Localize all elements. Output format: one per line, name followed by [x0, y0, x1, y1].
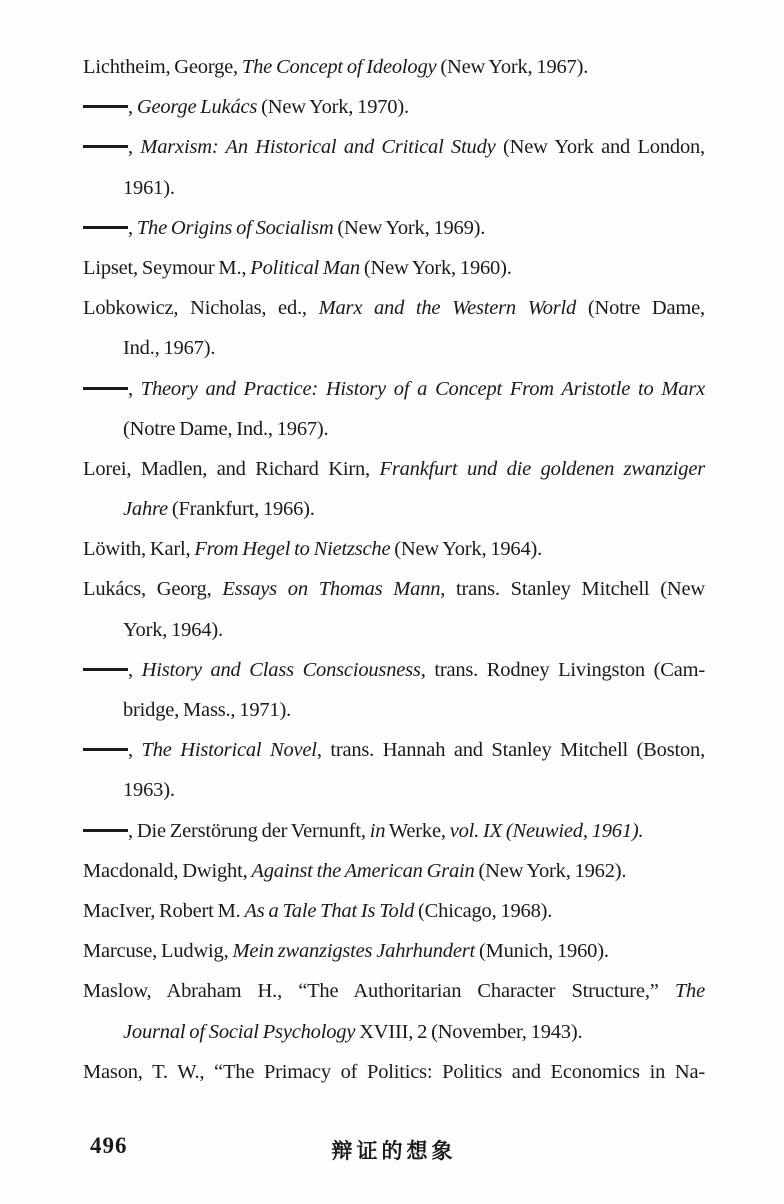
text-segment: (Notre Dame, Ind., 1967).: [123, 417, 329, 440]
text-segment: The Origins of Socialism: [136, 216, 334, 239]
bib-line: [83, 87, 705, 127]
text-segment: , Die Zerstörung der Vernunft,: [128, 819, 370, 842]
text-segment: (Chicago, 1968).: [414, 899, 553, 922]
text-segment: 1961).: [123, 176, 175, 199]
bib-line: [83, 931, 705, 971]
text-segment: (New York, 1962).: [474, 859, 627, 882]
bibliography-entry: [83, 529, 705, 569]
text-segment: Werke,: [385, 819, 450, 842]
text-segment: George Lukács: [136, 96, 258, 119]
author-repeat-dash: [83, 145, 128, 148]
bib-line: [83, 1012, 705, 1052]
text-segment: Lukács, Georg,: [83, 578, 223, 601]
bib-line: [83, 248, 705, 288]
bibliography-entry: [83, 891, 705, 931]
bib-line: [83, 1052, 705, 1092]
bib-line: [83, 288, 705, 328]
bib-line: [83, 971, 705, 1011]
text-segment: (Frankfurt, 1966).: [167, 498, 315, 521]
bibliography-entry: [83, 127, 705, 207]
text-segment: , trans. Stanley Mitchell (New: [440, 578, 705, 601]
text-segment: Lobkowicz, Nicholas, ed.,: [83, 297, 319, 320]
bib-line: [83, 690, 705, 730]
bib-line: [83, 369, 705, 409]
text-segment: Lichtheim, George,: [83, 56, 242, 78]
text-segment: 1963).: [123, 779, 175, 802]
text-segment: Löwith, Karl,: [83, 538, 195, 561]
text-segment: MacIver, Robert M.: [83, 899, 245, 922]
text-segment: Marxism: An Historical and Critical Study: [140, 136, 496, 159]
running-title: 辩证的想象: [331, 1139, 457, 1163]
text-segment: The Historical Novel: [141, 739, 317, 762]
text-segment: Theory and Practice: History of a Concept From Aristotle to Marx: [140, 377, 705, 400]
text-segment: History and Class Consciousness: [141, 658, 421, 681]
bibliography-entry: [83, 931, 705, 971]
text-segment: in: [369, 819, 386, 842]
bib-line: [83, 328, 705, 368]
text-segment: ,: [128, 377, 141, 400]
text-segment: vol. IX (Neuwied, 1961).: [449, 819, 644, 842]
text-segment: The Concept of Ideology: [241, 56, 437, 78]
bibliography-entry: [83, 569, 705, 649]
bib-line: [83, 208, 705, 248]
text-segment: (Notre Dame,: [576, 297, 705, 320]
bibliography-entry: [83, 971, 705, 1051]
text-segment: (New York, 1969).: [333, 216, 486, 239]
text-segment: bridge, Mass., 1971).: [123, 699, 292, 721]
bib-line: [83, 610, 705, 650]
bibliography-entry: [83, 208, 705, 248]
bib-line: [83, 811, 705, 851]
text-segment: XVIII, 2 (November, 1943).: [355, 1020, 583, 1043]
text-segment: Mein zwanzigstes Jahrhundert: [232, 940, 476, 963]
text-segment: Marcuse, Ludwig,: [83, 940, 233, 963]
text-segment: ,: [128, 658, 142, 681]
text-segment: York, 1964).: [123, 618, 223, 641]
bibliography-entry: [83, 1052, 705, 1092]
bib-line: [83, 650, 705, 690]
text-segment: , trans. Rodney Livingston (Cam-: [420, 658, 705, 681]
text-segment: , trans. Hannah and Stanley Mitchell (Boston,: [316, 739, 705, 762]
text-segment: Frankfurt und die goldenen zwanziger: [379, 457, 706, 480]
text-segment: ,: [128, 96, 137, 119]
bib-line: [83, 851, 705, 891]
text-segment: (New York and London,: [495, 136, 705, 159]
bibliography-entry: [83, 47, 705, 87]
text-segment: From Hegel to Nietzsche: [194, 538, 391, 561]
text-segment: Maslow, Abraham H., “The Authoritarian Character Structure,”: [83, 980, 675, 1003]
text-segment: Macdonald, Dwight,: [83, 859, 252, 882]
bib-line: [83, 449, 705, 489]
text-segment: Journal of Social Psychology: [123, 1020, 356, 1043]
bib-line: [83, 891, 705, 931]
text-segment: Mason, T. W., “The Primacy of Politics: Politics and Economics in Na-: [83, 1060, 705, 1083]
text-segment: Essays on Thomas Mann: [222, 578, 441, 601]
text-segment: (New York, 1970).: [257, 96, 409, 119]
text-segment: ,: [128, 739, 142, 762]
text-segment: (New York, 1960).: [359, 256, 512, 279]
bibliography-entry: [83, 650, 705, 730]
author-repeat-dash: [83, 105, 128, 108]
text-segment: (New York, 1967).: [436, 56, 589, 78]
bibliography-entry: [83, 369, 705, 449]
bib-line: [83, 730, 705, 770]
text-segment: Against the American Grain: [251, 859, 475, 882]
bib-line: [83, 489, 705, 529]
bibliography-entry: [83, 87, 705, 127]
bib-line: [83, 168, 705, 208]
text-segment: As a Tale That Is Told: [244, 899, 415, 922]
bib-line: [83, 409, 705, 449]
bib-line: [83, 770, 705, 810]
bib-line: [83, 127, 705, 167]
author-repeat-dash: [83, 748, 128, 751]
page-number: 496: [90, 1133, 128, 1158]
text-segment: (New York, 1964).: [390, 538, 543, 561]
text-segment: Jahre: [123, 498, 168, 521]
text-segment: Political Man: [250, 256, 360, 279]
bib-line: [83, 529, 705, 569]
bibliography-entry: [83, 248, 705, 288]
bibliography-entry: [83, 730, 705, 810]
author-repeat-dash: [83, 226, 128, 229]
author-repeat-dash: [83, 387, 128, 390]
bibliography-entry: [83, 288, 705, 368]
text-segment: ,: [128, 216, 137, 239]
text-segment: The: [674, 980, 705, 1003]
bibliography-entry: [83, 811, 705, 851]
text-segment: Lipset, Seymour M.,: [83, 256, 251, 279]
text-segment: Marx and the Western World: [318, 297, 577, 320]
text-segment: (Munich, 1960).: [475, 940, 609, 963]
bibliography: [83, 47, 705, 1092]
text-segment: Ind., 1967).: [123, 337, 216, 360]
bib-line: [83, 47, 705, 87]
author-repeat-dash: [83, 668, 128, 671]
bibliography-entry: [83, 449, 705, 529]
bibliography-entry: [83, 851, 705, 891]
text-segment: ,: [128, 136, 141, 159]
author-repeat-dash: [83, 829, 128, 832]
text-segment: Lorei, Madlen, and Richard Kirn,: [83, 457, 380, 480]
bib-line: [83, 569, 705, 609]
